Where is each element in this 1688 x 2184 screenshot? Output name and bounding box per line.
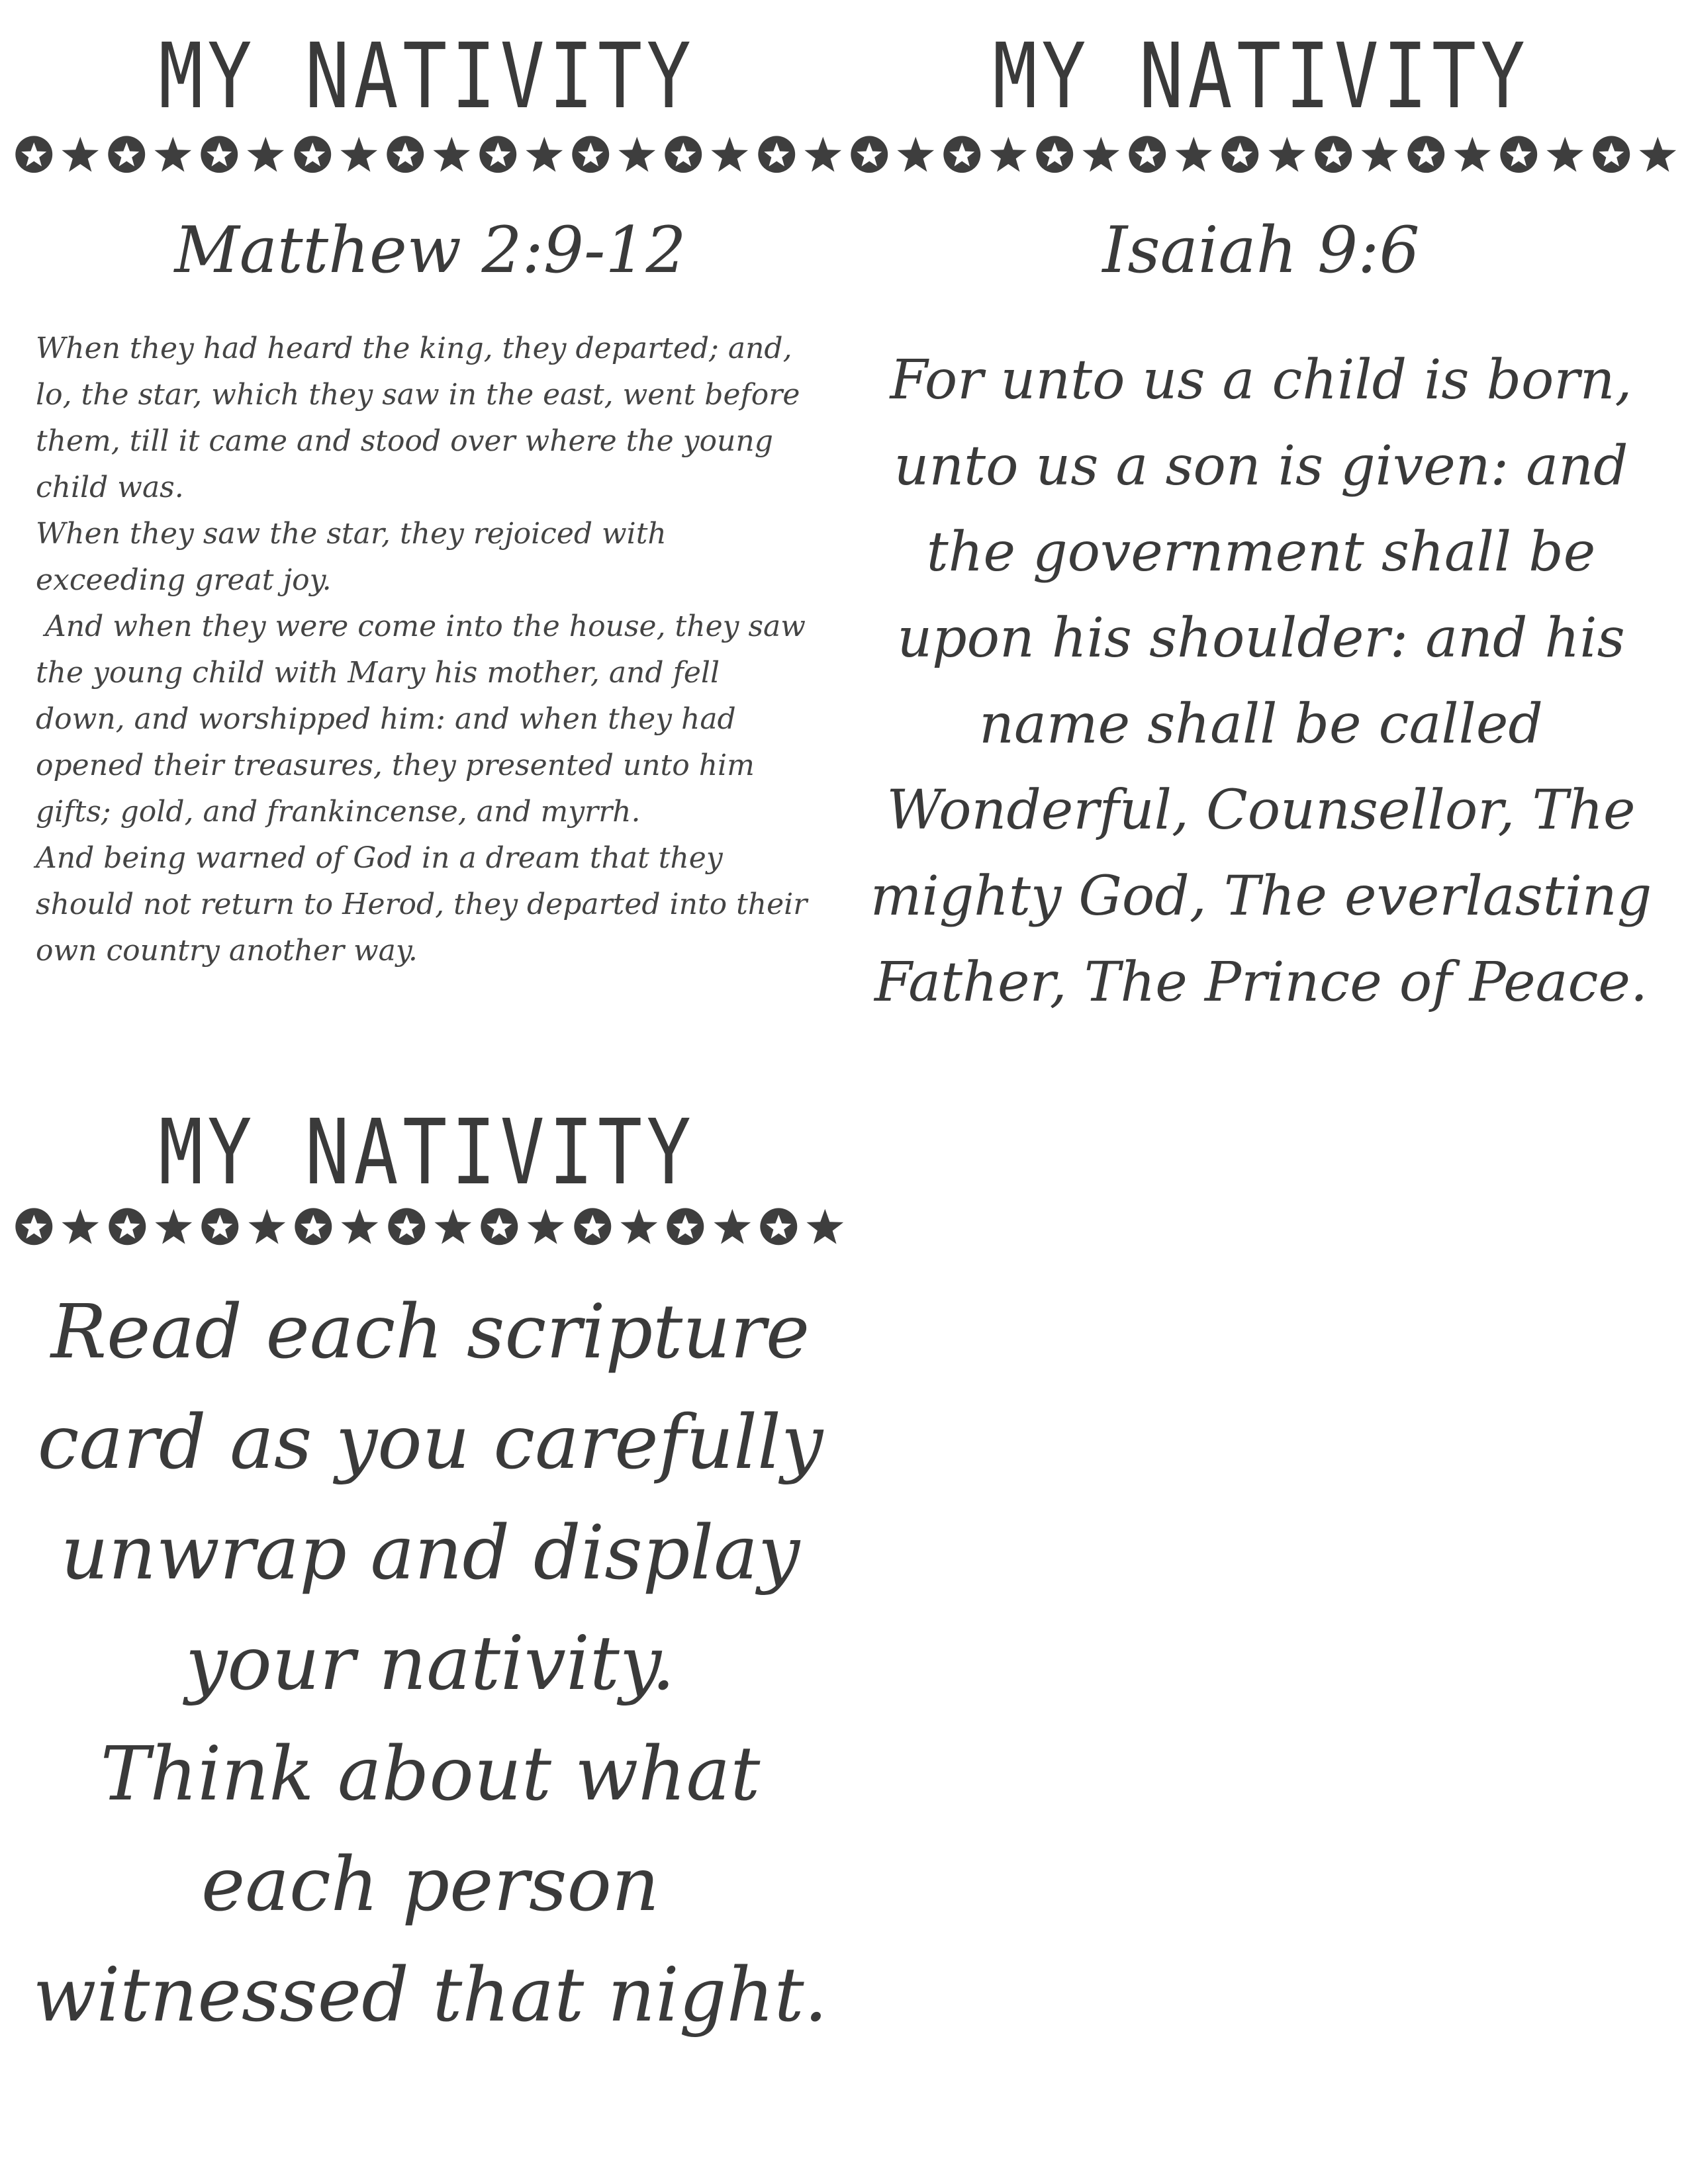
star-icon	[430, 132, 474, 177]
star-badge-icon	[940, 132, 984, 177]
star-badge-icon	[1404, 132, 1448, 177]
star-badge-icon	[477, 1205, 522, 1249]
star-icon	[710, 1205, 755, 1249]
star-badge-icon	[1589, 132, 1634, 177]
star-badge-icon	[291, 132, 335, 177]
star-icon	[615, 132, 659, 177]
card-title: MY NATIVITY	[158, 1101, 696, 1205]
star-badge-icon	[385, 1205, 429, 1249]
star-icon	[1358, 132, 1402, 177]
star-icon	[245, 1205, 289, 1249]
star-icon	[894, 132, 938, 177]
star-icon	[338, 1205, 382, 1249]
star-badge-icon	[1497, 132, 1541, 177]
star-badge-icon	[757, 1205, 801, 1249]
star-badge-icon	[383, 132, 428, 177]
star-icon	[708, 132, 752, 177]
scripture-text: For unto us a child is born, unto us a son is given: and the government shall be upon his shoulder: and his name shall be called Wonderful, Counsellor, The mighty God, The everlasting Father, The Prince of Peace.	[870, 349, 1652, 1014]
star-icon	[801, 132, 845, 177]
star-icon	[803, 1205, 847, 1249]
star-badge-icon	[1311, 132, 1356, 177]
star-icon	[1172, 132, 1216, 177]
star-badge-icon	[1218, 132, 1262, 177]
star-divider	[12, 131, 1680, 177]
star-badge-icon	[661, 132, 706, 177]
star-icon	[58, 1205, 103, 1249]
star-icon	[58, 132, 103, 177]
star-divider	[12, 1203, 847, 1250]
star-icon	[522, 132, 567, 177]
verse: And being warned of God in a dream that they should not return to Herod, they departed into their own country another way.	[36, 841, 808, 968]
star-badge-icon	[12, 132, 56, 177]
scripture-reference: Matthew 2:9-12	[174, 213, 686, 287]
star-badge-icon	[847, 132, 892, 177]
scripture-reference: Isaiah 9:6	[1102, 213, 1420, 287]
star-badge-icon	[569, 132, 613, 177]
star-icon	[1265, 132, 1309, 177]
star-icon	[524, 1205, 568, 1249]
star-icon	[1079, 132, 1123, 177]
star-badge-icon	[663, 1205, 708, 1249]
star-badge-icon	[476, 132, 520, 177]
star-icon	[617, 1205, 661, 1249]
star-badge-icon	[12, 1205, 56, 1249]
star-badge-icon	[571, 1205, 615, 1249]
star-badge-icon	[105, 132, 149, 177]
star-icon	[152, 1205, 196, 1249]
star-icon	[151, 132, 195, 177]
star-badge-icon	[1125, 132, 1170, 177]
star-icon	[1543, 132, 1587, 177]
star-badge-icon	[755, 132, 799, 177]
verse: And when they were come into the house, they saw the young child with Mary his mother, and fell down, and worshipped him: and when they had opened their treasures, they presented unto him gifts; gold, and frankincense, and myrrh.	[36, 610, 815, 829]
star-badge-icon	[198, 1205, 242, 1249]
star-icon	[1450, 132, 1495, 177]
star-badge-icon	[197, 132, 242, 177]
verse: When they had heard the king, they departed; and, lo, the star, which they saw in the east, went before them, till it came and stood over where the young child was.	[36, 332, 800, 504]
star-badge-icon	[1033, 132, 1077, 177]
card-title: MY NATIVITY	[992, 24, 1530, 129]
scripture-text	[36, 326, 817, 974]
star-icon	[986, 132, 1031, 177]
verse: When they saw the star, they rejoiced with exceeding great joy.	[36, 517, 667, 597]
star-badge-icon	[291, 1205, 336, 1249]
star-icon	[244, 132, 288, 177]
star-icon	[1636, 132, 1680, 177]
star-icon	[337, 132, 381, 177]
star-icon	[431, 1205, 475, 1249]
instructions-text: Read each scripture card as you carefully unwrap and display your nativity. Think about what each person witnessed that night.	[32, 1289, 828, 2038]
star-badge-icon	[105, 1205, 150, 1249]
card-title: MY NATIVITY	[158, 24, 696, 129]
